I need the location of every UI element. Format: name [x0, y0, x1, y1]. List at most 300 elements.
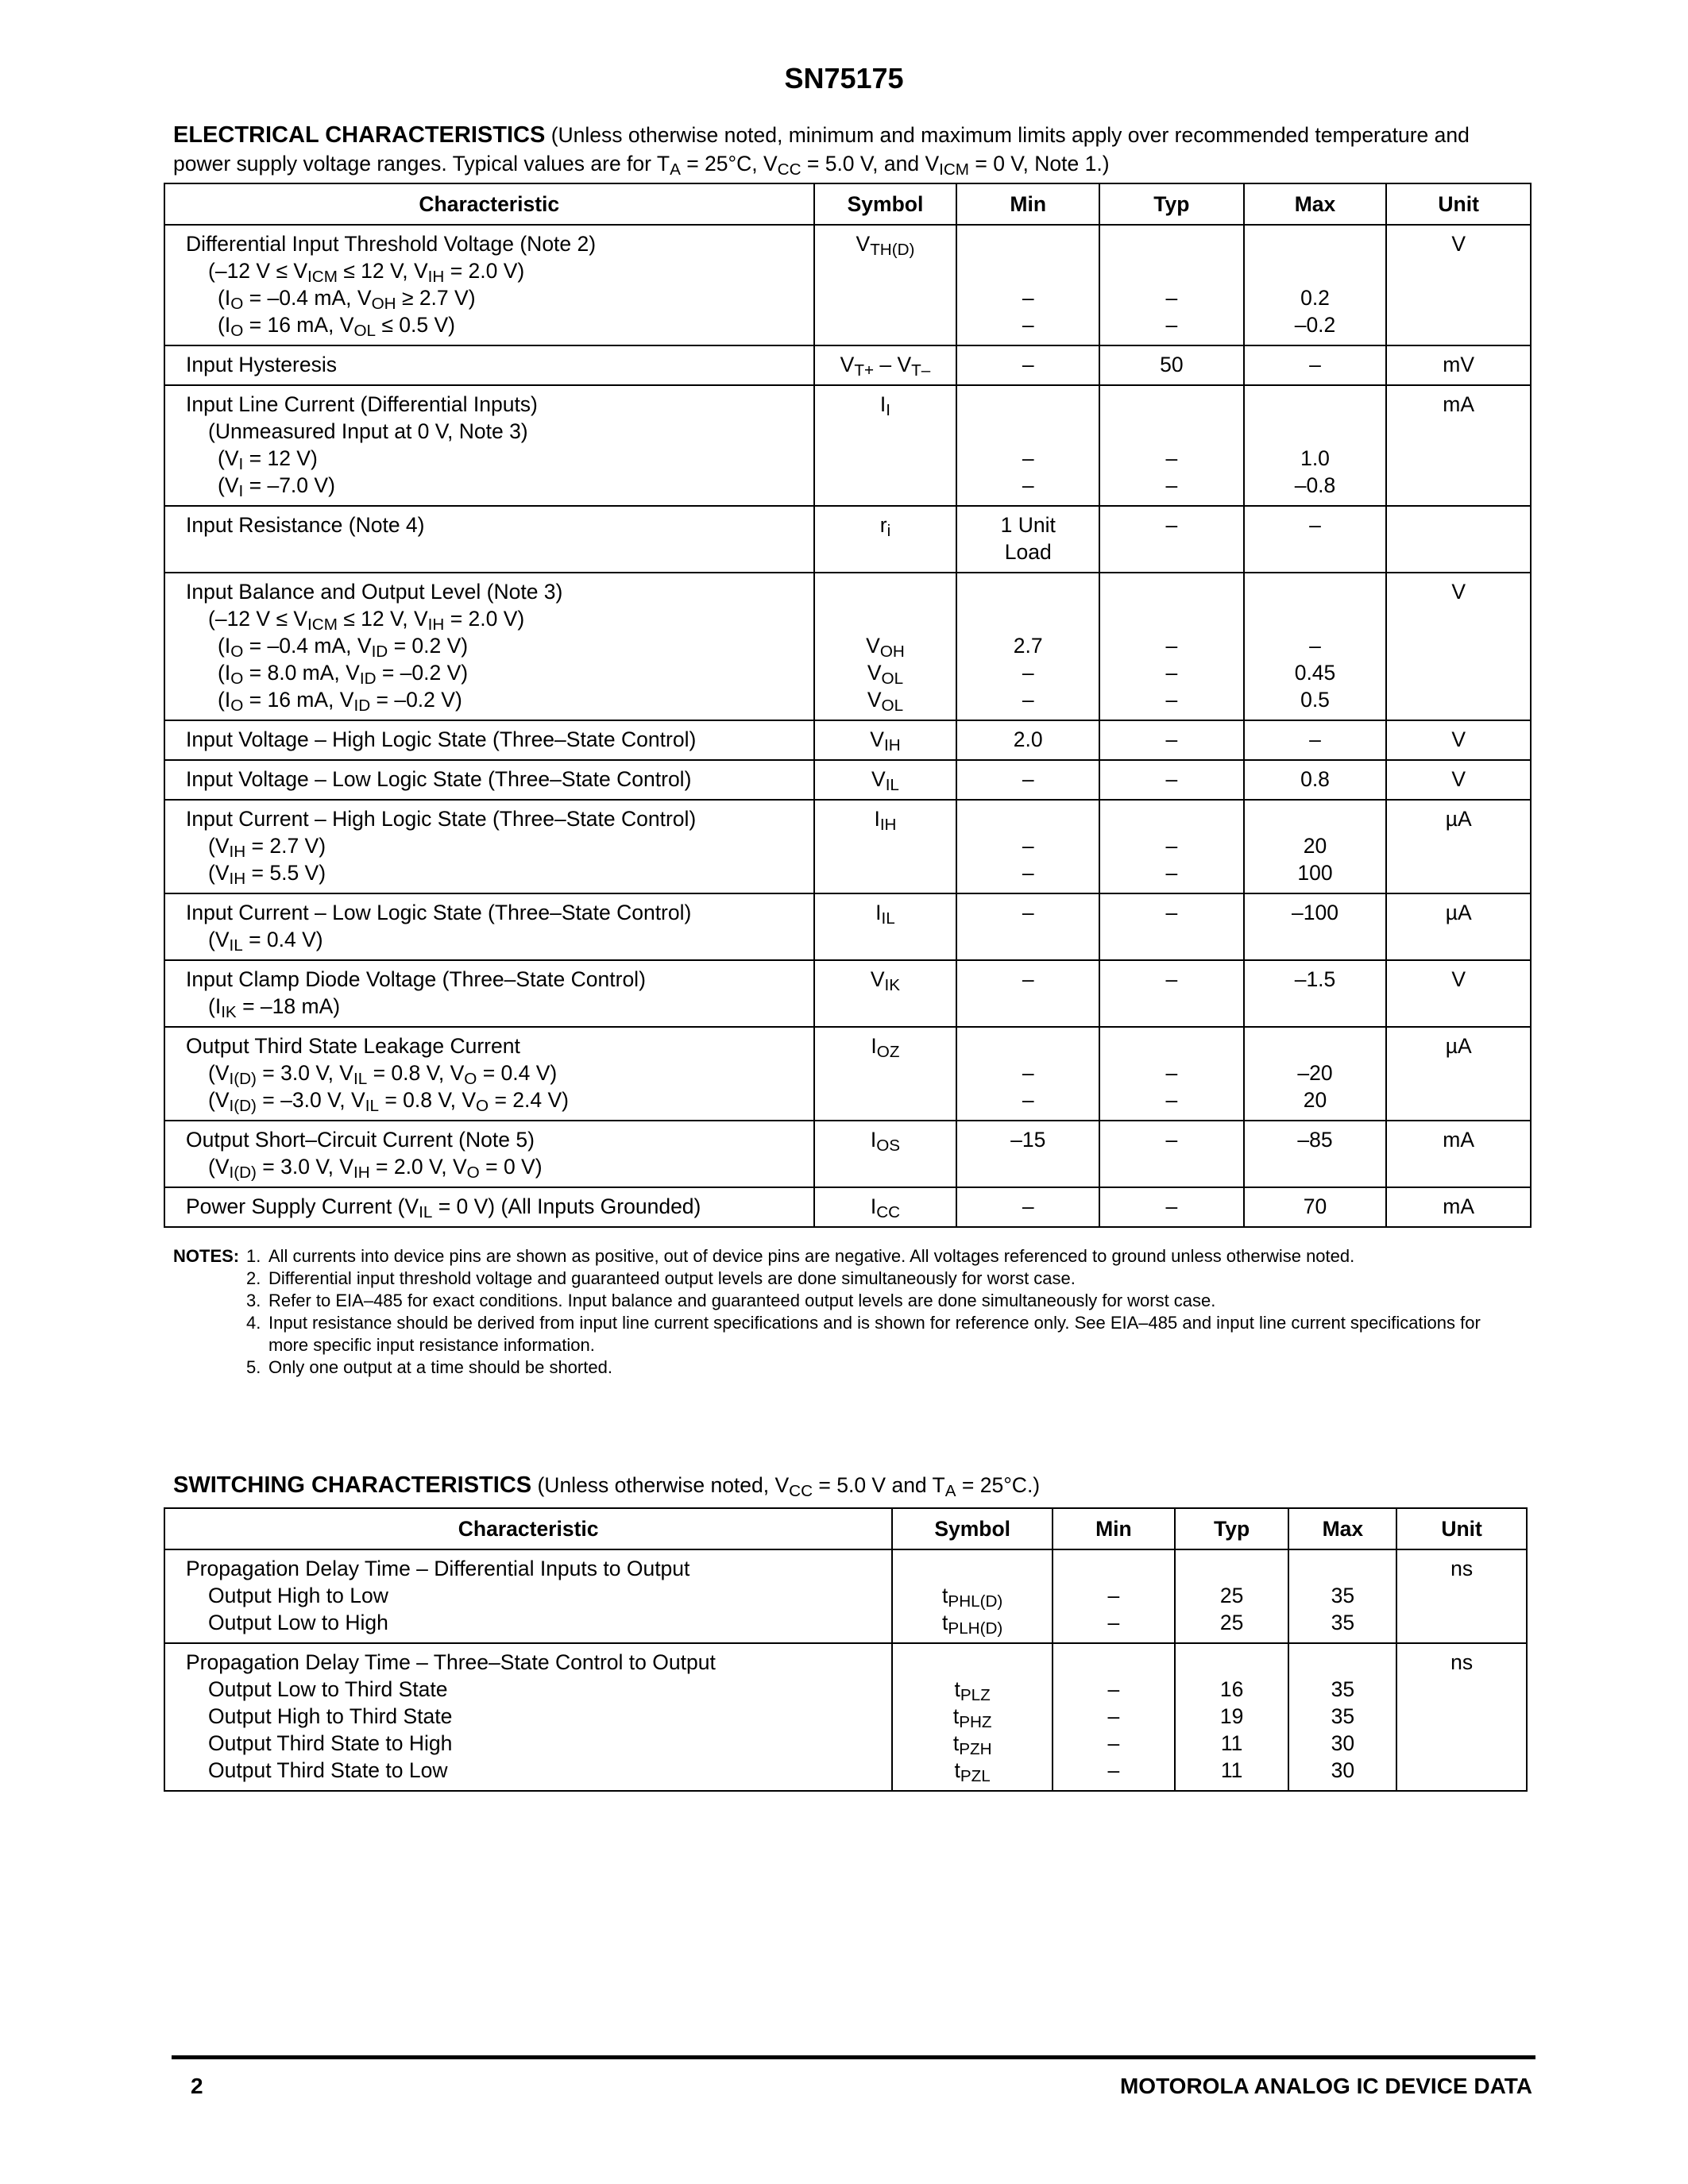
unit-cell	[1386, 1121, 1531, 1187]
max-value: 35	[1331, 1584, 1355, 1607]
symbol-cell	[814, 385, 957, 506]
min-value-blank	[964, 418, 1092, 445]
typ-value: –	[1165, 286, 1178, 310]
max-cell	[1288, 1643, 1396, 1791]
max-value: –85	[1297, 1128, 1333, 1152]
table-row	[164, 893, 1531, 960]
notes-label: NOTES:	[173, 1246, 240, 1266]
note-text: Refer to EIA–485 for exact conditions. Input balance and guaranteed output levels are done simultaneously for worst case.	[268, 1291, 1216, 1310]
typ-value: 19	[1219, 1704, 1244, 1728]
symbol: $I_{OZ}$	[871, 1034, 900, 1062]
max-value-blank	[1251, 1032, 1380, 1059]
note-item: 4. Input resistance should be derived from input line current specifications and is shown for reference only. See EIA–485 and input line current specifications for more specific input resistance information.	[246, 1312, 1508, 1356]
characteristic-line: (Unmeasured Input at 0 V, Note 3)	[208, 419, 528, 443]
table-row	[164, 1643, 1527, 1791]
typ-cell	[1099, 1027, 1244, 1121]
min-cell	[956, 760, 1099, 800]
typ-cell	[1099, 506, 1244, 573]
characteristic-line: ($I_{IK} = -18$ mA)	[208, 994, 341, 1022]
typ-value: –	[1165, 473, 1178, 497]
typ-value-blank	[1182, 1555, 1282, 1582]
characteristic-line: ($V_{I(D)} = 3.0$ V, $V_{IH} = 2.0$ V, $V_O = 0$ V)	[208, 1155, 543, 1183]
typ-value: –	[1165, 446, 1178, 470]
max-value-blank	[1251, 418, 1380, 445]
note-text: All currents into device pins are shown as positive, out of device pins are negative. All voltages referenced to ground unless otherwise noted.	[268, 1246, 1355, 1266]
characteristic-line: ($I_O = 16$ mA, $V_{OL} \le 0.5$ V)	[218, 313, 456, 341]
min-value-blank	[1060, 1649, 1168, 1676]
min-value-blank	[964, 230, 1092, 257]
unit-cell	[1386, 720, 1531, 760]
min-cell	[956, 225, 1099, 345]
unit-value: mA	[1443, 1194, 1475, 1218]
characteristic-line: ($V_{I(D)} = 3.0$ V, $V_{IL} = 0.8$ V, $V_O = 0.4$ V)	[208, 1061, 558, 1089]
max-value-blank	[1251, 605, 1380, 632]
characteristic-line: ($V_I = 12$ V)	[218, 446, 318, 474]
table-row	[164, 800, 1531, 893]
symbol: $t_{PLZ}$	[954, 1677, 991, 1705]
min-value-blank	[964, 1032, 1092, 1059]
characteristic-line: Input Current – Low Logic State (Three–State Control)	[186, 901, 692, 924]
max-cell	[1244, 506, 1387, 573]
unit-value: ns	[1450, 1650, 1474, 1674]
max-value-blank	[1251, 230, 1380, 257]
characteristic-line: Input Clamp Diode Voltage (Three–State Control)	[186, 967, 646, 991]
unit-value: mA	[1443, 1128, 1475, 1152]
unit-value: µA	[1445, 1034, 1472, 1058]
header-typ: Typ	[1175, 1508, 1289, 1549]
characteristic-line: Input Resistance (Note 4)	[186, 513, 425, 537]
symbol-cell	[814, 720, 957, 760]
max-value: –100	[1292, 901, 1338, 924]
characteristic-line: ($I_O = 16$ mA, $V_{ID} = -0.2$ V)	[218, 688, 462, 716]
max-value: 35	[1331, 1677, 1355, 1701]
typ-value: –	[1165, 901, 1178, 924]
typ-value: –	[1165, 513, 1178, 537]
unit-cell	[1386, 800, 1531, 893]
typ-value: –	[1165, 727, 1178, 751]
min-value: –	[1022, 967, 1034, 991]
characteristic-line: (–12 $V \le V_{ICM} \le 12$ V, $V_{IH} = 2.0$ V)	[208, 259, 525, 287]
table-row	[164, 385, 1531, 506]
min-cell	[956, 345, 1099, 385]
header-min: Min	[956, 183, 1099, 225]
switching-intro: (Unless otherwise noted, $V_{CC} = 5.0$ V and $T_A = 25^\circ C$.)	[537, 1473, 1041, 1501]
max-cell	[1244, 573, 1387, 720]
typ-value-blank	[1107, 805, 1237, 832]
table-header-row	[164, 183, 1531, 225]
symbol: $I_{CC}$	[870, 1194, 901, 1222]
characteristic-cell	[164, 760, 814, 800]
max-value: –20	[1297, 1061, 1333, 1085]
characteristic-line: ($I_O = 8.0$ mA, $V_{ID} = -0.2$ V)	[218, 661, 469, 689]
max-cell	[1244, 800, 1387, 893]
electrical-heading	[173, 121, 1539, 178]
characteristic-line: Input Line Current (Differential Inputs)	[186, 392, 538, 416]
table-row	[164, 1027, 1531, 1121]
max-value: 1.0	[1300, 446, 1330, 470]
typ-value-blank	[1107, 230, 1237, 257]
max-value: 35	[1331, 1611, 1355, 1634]
characteristic-line: Propagation Delay Time – Three–State Control to Output	[186, 1650, 716, 1674]
min-value: –	[1107, 1611, 1120, 1634]
min-cell	[956, 1121, 1099, 1187]
typ-value: –	[1165, 634, 1178, 658]
symbol-blank	[899, 1649, 1045, 1676]
unit-value: µA	[1445, 901, 1472, 924]
publisher: MOTOROLA ANALOG IC DEVICE DATA	[1119, 2074, 1532, 2098]
header-symbol: Symbol	[814, 183, 957, 225]
symbol: $V_{IK}$	[870, 967, 901, 995]
max-value: 70	[1303, 1194, 1327, 1218]
min-cell	[956, 720, 1099, 760]
unit-cell	[1396, 1643, 1527, 1791]
characteristic-cell	[164, 506, 814, 573]
symbol: $t_{PLH(D)}$	[942, 1611, 1003, 1638]
typ-cell	[1099, 800, 1244, 893]
characteristic-line: ($I_O = -0.4$ mA, $V_{OH} \ge 2.7$ V)	[218, 286, 476, 314]
min-value: –	[1022, 834, 1034, 858]
characteristic-line: Input Current – High Logic State (Three–State Control)	[186, 807, 697, 831]
typ-cell	[1099, 893, 1244, 960]
page-title: SN75175	[784, 62, 904, 95]
characteristic-line: Output Low to Third State	[208, 1677, 448, 1701]
symbol: $I_I$	[879, 392, 891, 420]
max-value: 0.5	[1300, 688, 1330, 712]
characteristic-line: Input Balance and Output Level (Note 3)	[186, 580, 563, 604]
unit-cell	[1386, 893, 1531, 960]
table-row	[164, 720, 1531, 760]
min-cell	[956, 800, 1099, 893]
min-value: –	[1022, 1088, 1034, 1112]
header-unit: Unit	[1386, 183, 1531, 225]
characteristic-line: Output High to Third State	[208, 1704, 453, 1728]
characteristic-cell	[164, 573, 814, 720]
symbol-cell	[814, 893, 957, 960]
min-value: –	[1022, 688, 1034, 712]
min-value: 2.7	[1013, 634, 1043, 658]
max-value: 35	[1331, 1704, 1355, 1728]
header-max: Max	[1288, 1508, 1396, 1549]
max-value-blank	[1251, 805, 1380, 832]
max-value: 20	[1303, 834, 1327, 858]
typ-value: –	[1165, 688, 1178, 712]
characteristic-line: Output Third State to High	[208, 1731, 453, 1755]
characteristic-line: Input Voltage – Low Logic State (Three–State Control)	[186, 767, 692, 791]
characteristic-cell	[164, 800, 814, 893]
min-value: –	[1107, 1758, 1120, 1782]
min-value: Load	[1004, 540, 1052, 564]
characteristic-cell	[164, 1187, 814, 1227]
min-value: –	[1022, 473, 1034, 497]
min-value: –	[1022, 313, 1034, 337]
symbol-cell	[814, 1027, 957, 1121]
min-cell	[956, 573, 1099, 720]
symbol: $V_{T+} - V_{T-}$	[840, 353, 931, 380]
switching-heading-title: SWITCHING CHARACTERISTICS	[173, 1472, 532, 1498]
header-typ: Typ	[1099, 183, 1244, 225]
max-value: –	[1309, 727, 1321, 751]
unit-cell	[1386, 760, 1531, 800]
symbol: $V_{TH(D)}$	[856, 232, 915, 260]
table-row	[164, 225, 1531, 345]
unit-value: V	[1451, 767, 1466, 791]
characteristic-line: Output Short–Circuit Current (Note 5)	[186, 1128, 535, 1152]
note-text: Input resistance should be derived from input line current specifications and is shown for reference only. See EIA–485 and input line current specifications for more specific input resistance information.	[268, 1313, 1481, 1355]
max-value: 20	[1303, 1088, 1327, 1112]
notes	[173, 1245, 1508, 1379]
characteristic-cell	[164, 893, 814, 960]
max-value: –	[1309, 513, 1321, 537]
typ-value: –	[1165, 767, 1178, 791]
min-value: –15	[1010, 1128, 1046, 1152]
typ-value: 25	[1219, 1584, 1244, 1607]
symbol: $t_{PHZ}$	[952, 1704, 992, 1732]
typ-value: 50	[1160, 353, 1184, 376]
typ-value: –	[1165, 861, 1178, 885]
typ-value: –	[1165, 313, 1178, 337]
unit-value: mV	[1443, 353, 1475, 376]
typ-value: –	[1165, 1088, 1178, 1112]
note-item: 1. All currents into device pins are shown as positive, out of device pins are negative. All voltages referenced to ground unless otherwise noted.	[246, 1246, 1355, 1266]
max-value: 100	[1297, 861, 1333, 885]
characteristic-cell	[164, 1027, 814, 1121]
characteristic-line: (–12 $V \le V_{ICM} \le 12$ V, $V_{IH} = 2.0$ V)	[208, 607, 525, 635]
min-value-blank	[964, 257, 1092, 284]
header-max: Max	[1244, 183, 1387, 225]
max-value: 0.8	[1300, 767, 1330, 791]
symbol-cell	[892, 1549, 1053, 1643]
footer-rule	[172, 2055, 1535, 2059]
table-row	[164, 960, 1531, 1027]
typ-cell	[1175, 1549, 1289, 1643]
min-cell	[956, 1027, 1099, 1121]
table-row	[164, 760, 1531, 800]
symbol: $t_{PZL}$	[954, 1758, 991, 1786]
min-value: –	[1022, 861, 1034, 885]
unit-value: ns	[1450, 1557, 1474, 1580]
max-cell	[1244, 1187, 1387, 1227]
min-value: –	[1107, 1677, 1120, 1701]
typ-cell	[1099, 225, 1244, 345]
characteristic-line: Propagation Delay Time – Differential Inputs to Output	[186, 1557, 690, 1580]
min-cell	[1053, 1549, 1175, 1643]
unit-value: V	[1451, 727, 1466, 751]
symbol: $V_{IL}$	[871, 767, 899, 795]
characteristic-line: ($V_I = -7.0$ V)	[218, 473, 335, 501]
max-cell	[1244, 1027, 1387, 1121]
min-value-blank	[964, 391, 1092, 418]
page-number: 2	[191, 2074, 203, 2098]
electrical-heading-title: ELECTRICAL CHARACTERISTICS	[173, 122, 546, 148]
symbol: $I_{IH}$	[874, 807, 897, 835]
max-value-blank	[1251, 391, 1380, 418]
max-value: 30	[1331, 1758, 1355, 1782]
min-value-blank	[964, 578, 1092, 605]
header-unit: Unit	[1396, 1508, 1527, 1549]
min-cell	[1053, 1643, 1175, 1791]
typ-cell	[1099, 1121, 1244, 1187]
unit-cell	[1386, 345, 1531, 385]
max-value: –0.8	[1294, 473, 1336, 497]
characteristic-line: ($I_O = -0.4$ mA, $V_{ID} = 0.2$ V)	[218, 634, 469, 662]
symbol-cell	[814, 800, 957, 893]
symbol: $r_i$	[879, 513, 891, 541]
typ-cell	[1099, 960, 1244, 1027]
header-characteristic: Characteristic	[164, 1508, 892, 1549]
max-cell	[1244, 960, 1387, 1027]
unit-cell	[1386, 506, 1531, 573]
typ-cell	[1099, 1187, 1244, 1227]
symbol-cell	[814, 960, 957, 1027]
unit-cell	[1386, 573, 1531, 720]
typ-value: 11	[1220, 1758, 1243, 1782]
typ-value-blank	[1107, 257, 1237, 284]
min-value-blank	[964, 605, 1092, 632]
header-min: Min	[1053, 1508, 1175, 1549]
min-cell	[956, 1187, 1099, 1227]
symbol: $t_{PHL(D)}$	[942, 1584, 1003, 1611]
min-cell	[956, 893, 1099, 960]
max-cell	[1288, 1549, 1396, 1643]
unit-cell	[1386, 1027, 1531, 1121]
min-cell	[956, 385, 1099, 506]
min-value: –	[1022, 1061, 1034, 1085]
max-value-blank	[1251, 257, 1380, 284]
characteristic-cell	[164, 960, 814, 1027]
max-value-blank	[1296, 1555, 1389, 1582]
characteristic-cell	[164, 1643, 892, 1791]
unit-value: mA	[1443, 392, 1475, 416]
table-row	[164, 345, 1531, 385]
min-value: –	[1022, 446, 1034, 470]
characteristic-cell	[164, 1549, 892, 1643]
characteristic-cell	[164, 1121, 814, 1187]
header-symbol: Symbol	[892, 1508, 1053, 1549]
symbol-cell	[814, 1121, 957, 1187]
unit-cell	[1386, 1187, 1531, 1227]
symbol-cell	[814, 1187, 957, 1227]
max-value: –1.5	[1294, 967, 1336, 991]
min-value-blank	[1060, 1555, 1168, 1582]
table-row	[164, 573, 1531, 720]
typ-cell	[1175, 1643, 1289, 1791]
typ-value: –	[1165, 661, 1178, 685]
characteristic-line: Output Low to High	[208, 1611, 388, 1634]
typ-cell	[1099, 573, 1244, 720]
characteristic-cell	[164, 225, 814, 345]
min-value: –	[1107, 1584, 1120, 1607]
note-item: 3. Refer to EIA–485 for exact conditions. Input balance and guaranteed output levels are done simultaneously for worst case.	[246, 1291, 1216, 1310]
symbol-blank	[899, 1555, 1045, 1582]
min-value: 2.0	[1013, 727, 1043, 751]
max-cell	[1244, 385, 1387, 506]
max-value: –	[1309, 353, 1321, 376]
symbol-cell	[892, 1643, 1053, 1791]
max-cell	[1244, 893, 1387, 960]
characteristic-cell	[164, 720, 814, 760]
max-cell	[1244, 345, 1387, 385]
characteristic-line: Power Supply Current ($V_{IL} = 0$ V) (All Inputs Grounded)	[186, 1194, 701, 1222]
note-text: Differential input threshold voltage and guaranteed output levels are done simultaneously for worst case.	[268, 1268, 1076, 1288]
table-row	[164, 1187, 1531, 1227]
typ-cell	[1099, 720, 1244, 760]
characteristic-line: Input Voltage – High Logic State (Three–State Control)	[186, 727, 697, 751]
max-value-blank	[1251, 578, 1380, 605]
symbol-cell	[814, 225, 957, 345]
switching-characteristics-table	[164, 1507, 1528, 1792]
symbol: $I_{IL}$	[875, 901, 895, 928]
typ-value: 25	[1219, 1611, 1244, 1634]
table-header-row	[164, 1508, 1527, 1549]
table-row	[164, 1121, 1531, 1187]
characteristic-line: Input Hysteresis	[186, 353, 337, 376]
min-cell	[956, 960, 1099, 1027]
symbol-cell	[814, 760, 957, 800]
symbol: $t_{PZH}$	[952, 1731, 992, 1759]
min-cell	[956, 506, 1099, 573]
max-value: 30	[1331, 1731, 1355, 1755]
typ-value-blank	[1107, 418, 1237, 445]
unit-cell	[1396, 1549, 1527, 1643]
max-value: –	[1309, 634, 1321, 658]
table-row	[164, 1549, 1527, 1643]
min-value: –	[1107, 1704, 1120, 1728]
characteristic-line: ($V_{IL} = 0.4$ V)	[208, 928, 323, 955]
switching-heading	[173, 1471, 1539, 1499]
electrical-characteristics-table	[164, 183, 1532, 1228]
min-value-blank	[964, 805, 1092, 832]
typ-value-blank	[1107, 391, 1237, 418]
typ-cell	[1099, 385, 1244, 506]
unit-value: V	[1451, 232, 1466, 256]
characteristic-cell	[164, 345, 814, 385]
characteristic-line: ($V_{IH} = 2.7$ V)	[208, 834, 326, 862]
unit-cell	[1386, 385, 1531, 506]
characteristic-line: Output High to Low	[208, 1584, 388, 1607]
max-value: 0.2	[1300, 286, 1330, 310]
min-value: –	[1022, 661, 1034, 685]
symbol: $V_{IH}$	[870, 727, 901, 755]
max-value: –0.2	[1294, 313, 1336, 337]
symbol-cell: $V_{OH}$ $V_{OL}$ $V_{OL}$	[814, 573, 957, 720]
unit-value: V	[1451, 967, 1466, 991]
min-value: –	[1022, 353, 1034, 376]
unit-cell	[1386, 225, 1531, 345]
max-cell	[1244, 760, 1387, 800]
table-row	[164, 506, 1531, 573]
typ-value: –	[1165, 967, 1178, 991]
symbol: $I_{OS}$	[870, 1128, 901, 1156]
min-value: –	[1022, 286, 1034, 310]
characteristic-line: ($V_{I(D)} = -3.0$ V, $V_{IL} = 0.8$ V, $V_O = 2.4$ V)	[208, 1088, 569, 1116]
characteristic-line: Differential Input Threshold Voltage (Note 2)	[186, 232, 597, 256]
typ-value: –	[1165, 1061, 1178, 1085]
typ-value: 11	[1220, 1731, 1243, 1755]
typ-value-blank	[1107, 578, 1237, 605]
typ-value: –	[1165, 834, 1178, 858]
max-value-blank	[1296, 1649, 1389, 1676]
max-value: 0.45	[1294, 661, 1336, 685]
note-item: 2. Differential input threshold voltage and guaranteed output levels are done simultaneously for worst case.	[246, 1268, 1076, 1288]
characteristic-line: ($V_{IH} = 5.5$ V)	[208, 861, 326, 889]
symbol-cell	[814, 345, 957, 385]
typ-value-blank	[1182, 1649, 1282, 1676]
min-value: –	[1022, 1194, 1034, 1218]
min-value: 1 Unit	[1000, 513, 1056, 537]
electrical-intro-2: power supply voltage ranges. Typical values are for $T_A = 25^\circ C$, $V_{CC} = 5.0$ V, and $V_{ICM} = 0$ V, Note 1.)	[173, 152, 1110, 179]
header-characteristic: Characteristic	[164, 183, 814, 225]
min-value: –	[1022, 901, 1034, 924]
